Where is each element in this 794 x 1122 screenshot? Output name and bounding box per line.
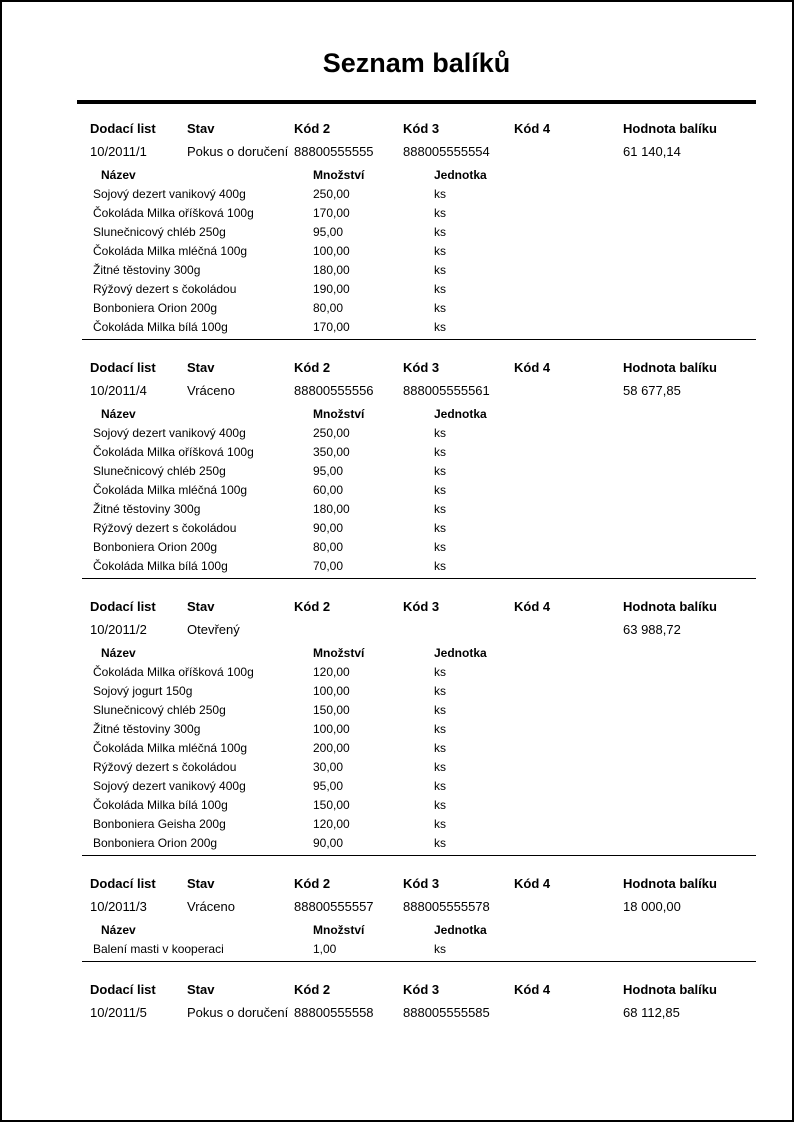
item-unit: ks: [434, 426, 446, 440]
col-header-kod3: Kód 3: [403, 982, 440, 997]
item-unit: ks: [434, 263, 446, 277]
item-name: Čokoláda Milka bílá 100g: [93, 798, 228, 812]
item-quantity: 180,00: [313, 263, 350, 277]
package-section: [82, 856, 756, 962]
items-table: [82, 168, 756, 337]
item-unit: ks: [434, 225, 446, 239]
item-quantity: 170,00: [313, 206, 350, 220]
col-header-kod2: Kód 2: [294, 876, 331, 891]
items-header-row: [82, 923, 756, 938]
package-dodaci-list: 10/2011/4: [90, 383, 147, 398]
item-unit: ks: [434, 540, 446, 554]
item-row: [82, 663, 756, 682]
item-row: [82, 481, 756, 500]
item-quantity: 120,00: [313, 665, 350, 679]
item-row: [82, 739, 756, 758]
item-unit: ks: [434, 798, 446, 812]
package-hodnota: 68 112,85: [623, 1005, 680, 1020]
item-name: Čokoláda Milka mléčná 100g: [93, 244, 248, 258]
item-name: Čokoláda Milka oříšková 100g: [93, 665, 254, 679]
item-unit: ks: [434, 741, 446, 755]
item-quantity: 90,00: [313, 836, 344, 850]
item-row: [82, 500, 756, 519]
item-unit: ks: [434, 722, 446, 736]
item-unit: ks: [434, 206, 446, 220]
item-col-header-mnozstvi: Množství: [313, 407, 365, 421]
item-unit: ks: [434, 483, 446, 497]
col-header-dodaci-list: Dodací list: [90, 982, 156, 997]
item-unit: ks: [434, 320, 446, 334]
package-section: [82, 340, 756, 579]
package-kod4: [514, 1005, 623, 1021]
col-header-kod2: Kód 2: [294, 121, 331, 136]
item-unit: ks: [434, 836, 446, 850]
item-row: [82, 261, 756, 280]
item-unit: ks: [434, 942, 446, 956]
item-unit: ks: [434, 244, 446, 258]
col-header-kod4: Kód 4: [514, 360, 551, 375]
item-quantity: 30,00: [313, 760, 344, 774]
package-section: [82, 104, 756, 340]
item-quantity: 100,00: [313, 244, 350, 258]
item-quantity: 70,00: [313, 559, 344, 573]
package-stav: Vráceno: [187, 899, 235, 914]
item-name: Čokoláda Milka mléčná 100g: [93, 483, 248, 497]
package-header-row: [82, 982, 756, 998]
package-dodaci-list: 10/2011/3: [90, 899, 147, 914]
item-row: [82, 519, 756, 538]
col-header-kod2: Kód 2: [294, 982, 331, 997]
package-stav: Otevřený: [187, 622, 240, 637]
item-row: [82, 538, 756, 557]
item-row: [82, 834, 756, 853]
item-quantity: 95,00: [313, 464, 344, 478]
col-header-kod4: Kód 4: [514, 876, 551, 891]
col-header-kod2: Kód 2: [294, 599, 331, 614]
package-kod2: 88800555555: [294, 144, 374, 159]
item-unit: ks: [434, 760, 446, 774]
item-quantity: 180,00: [313, 502, 350, 516]
item-unit: ks: [434, 817, 446, 831]
item-name: Rýžový dezert s čokoládou: [93, 760, 237, 774]
col-header-hodnota: Hodnota balíku: [623, 360, 717, 375]
item-unit: ks: [434, 559, 446, 573]
item-row: [82, 462, 756, 481]
item-row: [82, 443, 756, 462]
col-header-hodnota: Hodnota balíku: [623, 121, 717, 136]
item-col-header-nazev: Název: [101, 168, 136, 182]
item-quantity: 170,00: [313, 320, 350, 334]
item-quantity: 95,00: [313, 779, 344, 793]
package-data-row: [82, 622, 756, 638]
package-kod4: [514, 899, 623, 915]
package-kod4: [514, 144, 623, 160]
col-header-dodaci-list: Dodací list: [90, 121, 156, 136]
items-body: [82, 424, 756, 576]
package-kod3: 888005555578: [403, 899, 490, 914]
item-unit: ks: [434, 464, 446, 478]
item-name: Žitné těstoviny 300g: [93, 263, 201, 277]
item-col-header-jednotka: Jednotka: [434, 407, 487, 421]
item-name: Slunečnicový chléb 250g: [93, 225, 226, 239]
item-quantity: 80,00: [313, 540, 344, 554]
item-name: Sojový jogurt 150g: [93, 684, 193, 698]
col-header-kod3: Kód 3: [403, 121, 440, 136]
package-kod3: 888005555585: [403, 1005, 490, 1020]
col-header-stav: Stav: [187, 121, 215, 136]
col-header-hodnota: Hodnota balíku: [623, 599, 717, 614]
col-header-kod3: Kód 3: [403, 360, 440, 375]
package-kod3: 888005555561: [403, 383, 490, 398]
item-name: Sojový dezert vanikový 400g: [93, 187, 246, 201]
item-quantity: 100,00: [313, 684, 350, 698]
item-name: Sojový dezert vanikový 400g: [93, 426, 246, 440]
package-hodnota: 63 988,72: [623, 622, 681, 637]
col-header-stav: Stav: [187, 360, 215, 375]
item-name: Slunečnicový chléb 250g: [93, 464, 226, 478]
item-quantity: 350,00: [313, 445, 350, 459]
item-row: [82, 223, 756, 242]
package-kod3: [403, 622, 514, 638]
item-name: Čokoláda Milka mléčná 100g: [93, 741, 248, 755]
item-name: Sojový dezert vanikový 400g: [93, 779, 246, 793]
item-unit: ks: [434, 301, 446, 315]
item-col-header-jednotka: Jednotka: [434, 168, 487, 182]
package-header-row: [82, 121, 756, 137]
item-row: [82, 318, 756, 337]
item-row: [82, 720, 756, 739]
item-col-header-jednotka: Jednotka: [434, 646, 487, 660]
item-quantity: 1,00: [313, 942, 337, 956]
item-unit: ks: [434, 187, 446, 201]
col-header-hodnota: Hodnota balíku: [623, 982, 717, 997]
item-col-header-mnozstvi: Množství: [313, 168, 365, 182]
col-header-dodaci-list: Dodací list: [90, 599, 156, 614]
page-title: Seznam balíků: [322, 48, 511, 78]
col-header-stav: Stav: [187, 599, 215, 614]
item-col-header-jednotka: Jednotka: [434, 923, 487, 937]
package-stav: Vráceno: [187, 383, 235, 398]
items-body: [82, 185, 756, 337]
item-col-header-mnozstvi: Množství: [313, 646, 365, 660]
item-row: [82, 815, 756, 834]
item-name: Žitné těstoviny 300g: [93, 722, 201, 736]
packages-list: [82, 104, 756, 1021]
item-col-header-nazev: Název: [101, 646, 136, 660]
package-data-row: [82, 899, 756, 915]
item-row: [82, 940, 756, 959]
col-header-kod4: Kód 4: [514, 599, 551, 614]
package-data-row: [82, 383, 756, 399]
item-row: [82, 242, 756, 261]
item-quantity: 190,00: [313, 282, 350, 296]
item-unit: ks: [434, 521, 446, 535]
col-header-kod4: Kód 4: [514, 982, 551, 997]
package-hodnota: 58 677,85: [623, 383, 681, 398]
item-row: [82, 185, 756, 204]
col-header-kod4: Kód 4: [514, 121, 551, 136]
items-header-row: [82, 168, 756, 183]
col-header-dodaci-list: Dodací list: [90, 360, 156, 375]
col-header-hodnota: Hodnota balíku: [623, 876, 717, 891]
package-kod2: 88800555556: [294, 383, 374, 398]
package-hodnota: 61 140,14: [623, 144, 681, 159]
package-kod2: 88800555558: [294, 1005, 374, 1020]
item-name: Bonboniera Geisha 200g: [93, 817, 226, 831]
item-row: [82, 701, 756, 720]
item-row: [82, 280, 756, 299]
col-header-kod2: Kód 2: [294, 360, 331, 375]
item-name: Čokoláda Milka oříšková 100g: [93, 445, 254, 459]
item-row: [82, 204, 756, 223]
item-quantity: 150,00: [313, 703, 350, 717]
items-table: [82, 923, 756, 959]
item-quantity: 250,00: [313, 187, 350, 201]
col-header-kod3: Kód 3: [403, 599, 440, 614]
items-header-row: [82, 407, 756, 422]
col-header-kod3: Kód 3: [403, 876, 440, 891]
item-quantity: 200,00: [313, 741, 350, 755]
item-row: [82, 557, 756, 576]
package-section: [82, 579, 756, 856]
package-dodaci-list: 10/2011/1: [90, 144, 147, 159]
item-quantity: 120,00: [313, 817, 350, 831]
item-quantity: 100,00: [313, 722, 350, 736]
package-kod2: 88800555557: [294, 899, 374, 914]
item-row: [82, 682, 756, 701]
package-kod2: [294, 622, 403, 638]
item-name: Bonboniera Orion 200g: [93, 301, 218, 315]
item-quantity: 150,00: [313, 798, 350, 812]
package-header-row: [82, 876, 756, 892]
item-name: Čokoláda Milka bílá 100g: [93, 320, 228, 334]
package-hodnota: 18 000,00: [623, 899, 681, 914]
item-row: [82, 796, 756, 815]
item-name: Rýžový dezert s čokoládou: [93, 521, 237, 535]
package-dodaci-list: 10/2011/2: [90, 622, 147, 637]
item-name: Bonboniera Orion 200g: [93, 540, 218, 554]
items-table: [82, 646, 756, 853]
items-table: [82, 407, 756, 576]
package-data-row: [82, 1005, 756, 1021]
item-quantity: 95,00: [313, 225, 344, 239]
package-dodaci-list: 10/2011/5: [90, 1005, 147, 1020]
package-stav: Pokus o doručení: [187, 144, 289, 159]
item-unit: ks: [434, 282, 446, 296]
item-unit: ks: [434, 502, 446, 516]
item-quantity: 250,00: [313, 426, 350, 440]
item-col-header-mnozstvi: Množství: [313, 923, 365, 937]
item-unit: ks: [434, 665, 446, 679]
package-header-row: [82, 360, 756, 376]
item-row: [82, 424, 756, 443]
item-quantity: 90,00: [313, 521, 344, 535]
item-name: Balení masti v kooperaci: [93, 942, 224, 956]
item-unit: ks: [434, 445, 446, 459]
item-quantity: 60,00: [313, 483, 344, 497]
item-row: [82, 758, 756, 777]
package-section: [82, 962, 756, 1021]
item-row: [82, 777, 756, 796]
item-name: Žitné těstoviny 300g: [93, 502, 201, 516]
item-unit: ks: [434, 684, 446, 698]
package-header-row: [82, 599, 756, 615]
item-name: Bonboniera Orion 200g: [93, 836, 218, 850]
item-unit: ks: [434, 703, 446, 717]
item-unit: ks: [434, 779, 446, 793]
col-header-dodaci-list: Dodací list: [90, 876, 156, 891]
items-body: [82, 940, 756, 959]
package-stav: Pokus o doručení: [187, 1005, 289, 1020]
package-kod3: 888005555554: [403, 144, 490, 159]
item-name: Rýžový dezert s čokoládou: [93, 282, 237, 296]
col-header-stav: Stav: [187, 982, 215, 997]
package-kod4: [514, 622, 623, 638]
package-kod4: [514, 383, 623, 399]
item-name: Slunečnicový chléb 250g: [93, 703, 226, 717]
item-row: [82, 299, 756, 318]
col-header-stav: Stav: [187, 876, 215, 891]
item-name: Čokoláda Milka oříšková 100g: [93, 206, 254, 220]
package-data-row: [82, 144, 756, 160]
item-col-header-nazev: Název: [101, 923, 136, 937]
item-col-header-nazev: Název: [101, 407, 136, 421]
item-name: Čokoláda Milka bílá 100g: [93, 559, 228, 573]
items-header-row: [82, 646, 756, 661]
items-body: [82, 663, 756, 853]
item-quantity: 80,00: [313, 301, 344, 315]
